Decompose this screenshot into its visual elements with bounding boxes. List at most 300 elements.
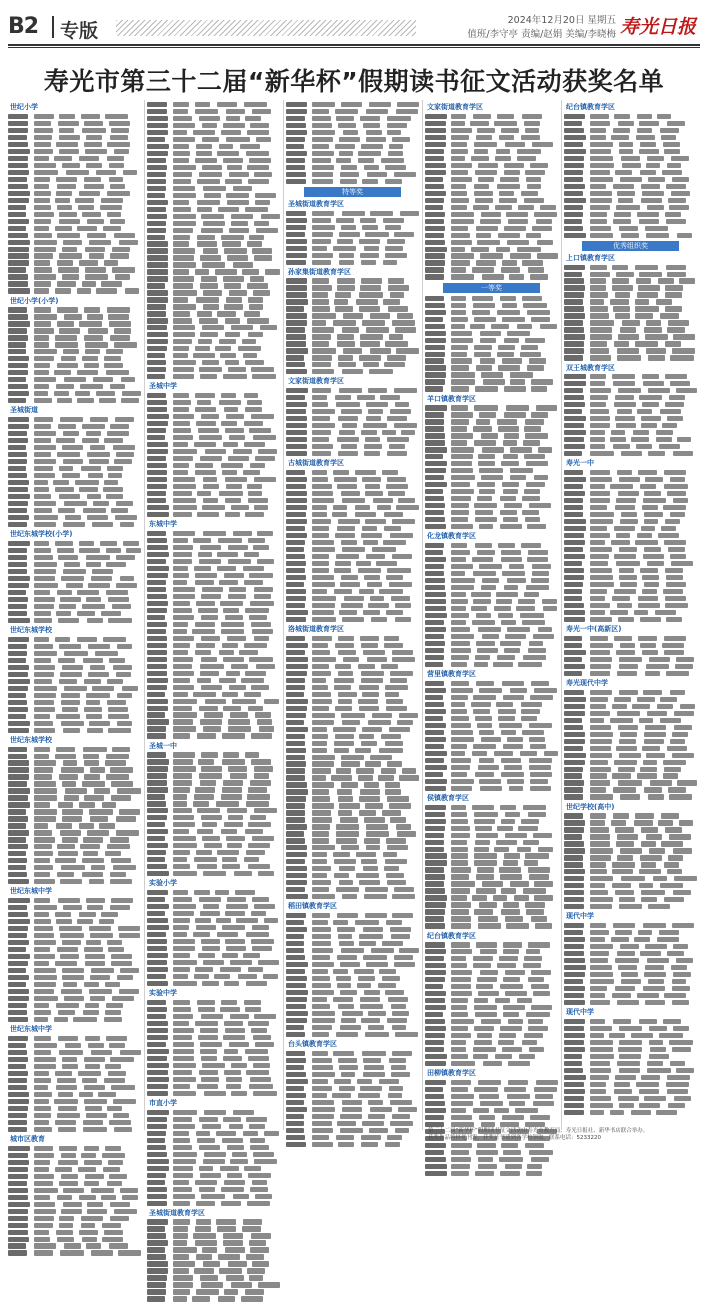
- winner-name-row: [8, 658, 141, 663]
- winner-name-row: [425, 331, 558, 336]
- winner-name-row: [8, 672, 141, 677]
- winner-name-row: [147, 871, 280, 876]
- winner-name-row: [147, 102, 280, 107]
- footnote-line-1: 第三十二届“新华杯”假期读书征文活动由寿光市教育局、寿光日报社、新华书店联合举办。: [428, 1128, 649, 1134]
- winner-name-row: [425, 655, 558, 660]
- school-group-title: 实验中学: [149, 989, 177, 998]
- winner-name-row: [425, 260, 558, 265]
- winner-name-row: [286, 1079, 419, 1084]
- winner-name-row: [286, 533, 419, 538]
- column-divider: [561, 100, 562, 1130]
- winner-name-row: [564, 1040, 697, 1045]
- winner-name-row: [286, 477, 419, 482]
- masthead-logo: 寿光日报: [620, 16, 697, 38]
- winner-name-row: [425, 578, 558, 583]
- winner-name-row: [564, 395, 697, 400]
- winner-name-row: [564, 327, 697, 332]
- winner-name-row: [425, 942, 558, 947]
- winner-name-row: [8, 267, 141, 272]
- winner-name-row: [147, 374, 280, 379]
- school-group-title: 东城中学: [149, 520, 177, 529]
- winner-name-row: [8, 219, 141, 224]
- winner-name-row: [425, 386, 558, 391]
- winner-name-row: [286, 817, 419, 822]
- column-divider: [422, 100, 423, 1130]
- winner-name-row: [8, 865, 141, 870]
- winner-name-row: [564, 1103, 697, 1108]
- winner-name-row: [147, 421, 280, 426]
- winner-name-row: [564, 575, 697, 580]
- winner-name-row: [8, 1250, 141, 1255]
- winner-name-row: [564, 636, 697, 641]
- winner-name-row: [425, 475, 558, 480]
- winner-name-row: [564, 664, 697, 669]
- winner-name-row: [147, 297, 280, 302]
- winner-name-row: [286, 430, 419, 435]
- winner-name-row: [8, 858, 141, 863]
- winner-name-row: [147, 815, 280, 820]
- winner-name-row: [8, 1127, 141, 1132]
- winner-name-row: [286, 887, 419, 892]
- winner-name-row: [564, 617, 697, 622]
- winner-name-row: [147, 407, 280, 412]
- winner-name-row: [564, 437, 697, 442]
- winner-name-row: [286, 636, 419, 641]
- winner-name-row: [8, 314, 141, 319]
- winner-name-row: [147, 794, 280, 799]
- winner-name-row: [147, 580, 280, 585]
- winner-name-row: [147, 780, 280, 785]
- school-group-title: 古城街道教育学区: [288, 459, 344, 468]
- winner-name-row: [425, 970, 558, 975]
- winner-name-row: [286, 388, 419, 393]
- winner-name-row: [425, 599, 558, 604]
- winner-name-row: [147, 726, 280, 731]
- winner-name-row: [425, 1157, 558, 1162]
- winner-name-row: [147, 897, 280, 902]
- winner-name-row: [286, 997, 419, 1002]
- winner-name-row: [425, 324, 558, 329]
- school-group-title: 圣城中学: [149, 382, 177, 391]
- winner-name-row: [8, 707, 141, 712]
- winner-name-row: [564, 704, 697, 709]
- winner-name-row: [286, 810, 419, 815]
- winner-name-row: [8, 1216, 141, 1221]
- winner-name-row: [564, 589, 697, 594]
- winner-name-row: [286, 151, 419, 156]
- winner-name-row: [564, 135, 697, 140]
- winner-name-row: [8, 508, 141, 513]
- winner-name-row: [564, 374, 697, 379]
- winner-name-row: [425, 461, 558, 466]
- winner-name-row: [147, 629, 280, 634]
- winner-name-row: [286, 699, 419, 704]
- award-column-5: [564, 100, 697, 1130]
- winner-name-row: [8, 417, 141, 422]
- winner-name-row: [425, 1115, 558, 1120]
- winner-name-row: [425, 557, 558, 562]
- winner-name-row: [147, 1226, 280, 1231]
- winner-name-row: [286, 610, 419, 615]
- winner-name-row: [425, 634, 558, 639]
- winner-name-row: [286, 554, 419, 559]
- winner-name-row: [564, 416, 697, 421]
- winner-name-row: [564, 226, 697, 231]
- winner-name-row: [8, 665, 141, 670]
- winner-name-row: [286, 1107, 419, 1112]
- winner-name-row: [147, 186, 280, 191]
- winner-name-row: [564, 1110, 697, 1115]
- winner-name-row: [564, 862, 697, 867]
- winner-name-row: [147, 1166, 280, 1171]
- winner-name-row: [147, 657, 280, 662]
- header-rule: [8, 44, 700, 46]
- winner-name-row: [8, 1202, 141, 1207]
- winner-name-row: [425, 1087, 558, 1092]
- winner-name-row: [8, 989, 141, 994]
- winner-name-row: [564, 526, 697, 531]
- winner-name-row: [8, 356, 141, 361]
- winner-name-row: [564, 671, 697, 676]
- winner-name-row: [147, 843, 280, 848]
- winner-name-row: [286, 603, 419, 608]
- winner-name-row: [147, 664, 280, 669]
- winner-name-row: [564, 596, 697, 601]
- winner-name-row: [286, 657, 419, 662]
- winner-name-row: [425, 819, 558, 824]
- winner-name-row: [286, 685, 419, 690]
- winner-name-row: [286, 761, 419, 766]
- winner-name-row: [286, 650, 419, 655]
- winner-name-row: [8, 644, 141, 649]
- winner-name-row: [147, 505, 280, 510]
- winner-name-row: [8, 809, 141, 814]
- winner-name-row: [147, 428, 280, 433]
- winner-name-row: [425, 641, 558, 646]
- winner-name-row: [564, 409, 697, 414]
- winner-name-row: [286, 748, 419, 753]
- winner-name-row: [147, 1070, 280, 1075]
- winner-name-row: [564, 904, 697, 909]
- winner-name-row: [564, 554, 697, 559]
- winner-name-row: [147, 925, 280, 930]
- winner-name-row: [564, 767, 697, 772]
- winner-name-row: [286, 803, 419, 808]
- winner-name-row: [8, 438, 141, 443]
- winner-name-row: [564, 1026, 697, 1031]
- winner-name-row: [286, 306, 419, 311]
- winner-name-row: [564, 149, 697, 154]
- winner-name-row: [147, 470, 280, 475]
- winner-name-row: [564, 944, 697, 949]
- winner-name-row: [425, 1143, 558, 1148]
- winner-name-row: [147, 442, 280, 447]
- winner-name-row: [564, 512, 697, 517]
- winner-name-row: [8, 541, 141, 546]
- winner-name-row: [8, 260, 141, 265]
- winner-name-row: [564, 142, 697, 147]
- winner-name-row: [147, 719, 280, 724]
- winner-name-row: [286, 278, 419, 283]
- winner-name-row: [564, 930, 697, 935]
- school-group-title: 双王城教育学区: [566, 363, 615, 372]
- winner-name-row: [147, 699, 280, 704]
- winner-name-row: [286, 575, 419, 580]
- winner-name-row: [8, 452, 141, 457]
- school-group-title: 现代中学: [566, 912, 594, 921]
- winner-name-row: [147, 946, 280, 951]
- winner-name-row: [564, 533, 697, 538]
- school-group-title: 台头镇教育学区: [288, 1040, 337, 1049]
- winner-name-row: [147, 109, 280, 114]
- winner-name-row: [425, 510, 558, 515]
- winner-name-row: [564, 1054, 697, 1059]
- school-group-title: 化龙镇教育学区: [427, 532, 476, 541]
- winner-name-row: [147, 393, 280, 398]
- winner-name-row: [564, 965, 697, 970]
- winner-name-row: [8, 1057, 141, 1062]
- winner-name-row: [147, 1084, 280, 1089]
- winner-name-row: [564, 993, 697, 998]
- winner-name-row: [425, 440, 558, 445]
- winner-name-row: [564, 205, 697, 210]
- winner-name-row: [147, 808, 280, 813]
- winner-name-row: [147, 1254, 280, 1259]
- winner-name-row: [147, 1187, 280, 1192]
- school-group-title: 世纪东城中学: [10, 1025, 52, 1034]
- winner-name-row: [8, 184, 141, 189]
- winner-name-row: [425, 226, 558, 231]
- winner-name-row: [286, 1004, 419, 1009]
- winner-name-row: [8, 247, 141, 252]
- winner-name-row: [425, 1101, 558, 1106]
- winner-name-row: [147, 1042, 280, 1047]
- winner-name-row: [8, 459, 141, 464]
- winner-name-row: [425, 296, 558, 301]
- winner-name-row: [147, 353, 280, 358]
- winner-name-row: [286, 866, 419, 871]
- winner-name-row: [147, 339, 280, 344]
- winner-name-row: [286, 990, 419, 995]
- winner-name-row: [8, 693, 141, 698]
- winner-name-row: [564, 711, 697, 716]
- winner-name-row: [147, 1138, 280, 1143]
- school-group-title: 现代中学: [566, 1008, 594, 1017]
- winner-name-row: [147, 552, 280, 557]
- winner-name-row: [564, 381, 697, 386]
- winner-name-row: [564, 348, 697, 353]
- school-group-title: 实验小学: [149, 879, 177, 888]
- winner-name-row: [425, 695, 558, 700]
- school-group-title: 世纪东城学校(小学): [10, 530, 73, 539]
- school-group-title: 世纪东城学校: [10, 625, 52, 634]
- award-column-4: [425, 100, 558, 1130]
- winner-name-row: [8, 1064, 141, 1069]
- school-group-title: 圣城一中: [149, 741, 177, 750]
- winner-name-row: [425, 765, 558, 770]
- winner-name-row: [8, 281, 141, 286]
- winner-name-row: [286, 880, 419, 885]
- winner-name-row: [8, 1003, 141, 1008]
- winner-name-row: [286, 369, 419, 374]
- winner-name-row: [8, 522, 141, 527]
- winner-name-row: [286, 253, 419, 258]
- winner-name-row: [564, 128, 697, 133]
- school-group-title: 上口镇教育学区: [566, 253, 615, 262]
- winner-name-row: [147, 1124, 280, 1129]
- winner-name-row: [8, 1078, 141, 1083]
- winner-name-row: [564, 170, 697, 175]
- winner-name-row: [147, 1014, 280, 1019]
- winner-name-row: [564, 883, 697, 888]
- winner-name-row: [286, 355, 419, 360]
- winner-name-row: [425, 372, 558, 377]
- winner-name-row: [8, 651, 141, 656]
- winner-name-row: [425, 524, 558, 529]
- winner-name-row: [564, 732, 697, 737]
- winner-name-row: [8, 1120, 141, 1125]
- winner-name-row: [147, 1268, 280, 1273]
- winner-name-row: [286, 796, 419, 801]
- winner-name-row: [564, 355, 697, 360]
- winner-name-row: [425, 998, 558, 1003]
- winner-name-row: [425, 496, 558, 501]
- winner-name-row: [425, 1033, 558, 1038]
- winner-name-row: [147, 678, 280, 683]
- winner-name-row: [8, 1050, 141, 1055]
- winner-name-row: [425, 219, 558, 224]
- school-group-title: 营里镇教育学区: [427, 670, 476, 679]
- winner-name-row: [147, 1021, 280, 1026]
- winner-name-row: [147, 248, 280, 253]
- winner-name-row: [8, 926, 141, 931]
- winner-name-row: [564, 519, 697, 524]
- winner-name-row: [8, 363, 141, 368]
- winner-name-row: [147, 304, 280, 309]
- winner-name-row: [286, 165, 419, 170]
- winner-name-row: [8, 1010, 141, 1015]
- winner-name-row: [147, 538, 280, 543]
- winner-name-row: [564, 937, 697, 942]
- winner-name-row: [286, 1072, 419, 1077]
- winner-name-row: [425, 240, 558, 245]
- winner-name-row: [8, 335, 141, 340]
- winner-name-row: [286, 137, 419, 142]
- award-category-band: 优秀组织奖: [582, 241, 679, 251]
- winner-name-row: [286, 962, 419, 967]
- winner-name-row: [564, 219, 697, 224]
- winner-name-row: [8, 1017, 141, 1022]
- winner-name-row: [8, 149, 141, 154]
- winner-name-row: [425, 662, 558, 667]
- winner-name-row: [8, 905, 141, 910]
- winner-name-row: [425, 142, 558, 147]
- winner-name-row: [425, 847, 558, 852]
- winner-name-row: [564, 299, 697, 304]
- winner-name-row: [564, 603, 697, 608]
- winner-name-row: [564, 1019, 697, 1024]
- winner-name-row: [425, 1122, 558, 1127]
- winner-name-row: [147, 890, 280, 895]
- header-rule-thin: [8, 47, 700, 48]
- winner-name-row: [425, 338, 558, 343]
- winner-name-row: [286, 225, 419, 230]
- winner-name-row: [564, 725, 697, 730]
- winner-name-row: [425, 627, 558, 632]
- winner-name-row: [286, 782, 419, 787]
- winner-name-row: [564, 341, 697, 346]
- winner-name-row: [286, 1011, 419, 1016]
- winner-name-row: [147, 960, 280, 965]
- winner-name-row: [425, 358, 558, 363]
- winner-name-row: [286, 285, 419, 290]
- school-group-title: 羊口镇教育学区: [427, 394, 476, 403]
- winner-name-row: [147, 449, 280, 454]
- winner-name-row: [286, 664, 419, 669]
- winner-name-row: [564, 753, 697, 758]
- winner-name-row: [425, 716, 558, 721]
- winner-name-row: [425, 564, 558, 569]
- winner-name-row: [564, 292, 697, 297]
- winner-name-row: [147, 360, 280, 365]
- winner-name-row: [147, 829, 280, 834]
- winner-name-row: [425, 170, 558, 175]
- winner-name-row: [8, 198, 141, 203]
- winner-name-row: [8, 494, 141, 499]
- winner-name-row: [425, 114, 558, 119]
- winner-name-row: [425, 1108, 558, 1113]
- winner-name-row: [8, 844, 141, 849]
- winner-name-row: [425, 758, 558, 763]
- winner-name-row: [8, 996, 141, 1001]
- winner-name-row: [425, 1061, 558, 1066]
- winner-name-row: [425, 984, 558, 989]
- winner-name-row: [286, 713, 419, 718]
- winner-name-row: [286, 1114, 419, 1119]
- winner-name-row: [425, 888, 558, 893]
- winner-name-row: [8, 342, 141, 347]
- winner-name-row: [286, 484, 419, 489]
- column-divider: [283, 100, 284, 1130]
- winner-name-row: [286, 1018, 419, 1023]
- winner-name-row: [286, 547, 419, 552]
- winner-name-row: [8, 321, 141, 326]
- winner-name-row: [564, 1096, 697, 1101]
- winner-name-row: [286, 913, 419, 918]
- school-group-title: 寿光一中(高新区): [566, 624, 622, 633]
- winner-name-row: [8, 686, 141, 691]
- winner-name-row: [286, 451, 419, 456]
- school-group-title: 世纪小学(小学): [10, 296, 59, 305]
- winner-name-row: [147, 311, 280, 316]
- winner-name-row: [564, 848, 697, 853]
- winner-name-row: [8, 583, 141, 588]
- winner-name-row: [286, 1135, 419, 1140]
- winner-name-row: [564, 334, 697, 339]
- winner-name-row: [286, 239, 419, 244]
- winner-name-row: [147, 1145, 280, 1150]
- winner-name-row: [8, 424, 141, 429]
- winner-name-row: [425, 648, 558, 653]
- winner-name-row: [425, 274, 558, 279]
- winner-name-row: [286, 348, 419, 353]
- winner-name-row: [286, 123, 419, 128]
- winner-name-row: [564, 1061, 697, 1066]
- winner-name-row: [286, 218, 419, 223]
- winner-name-row: [425, 184, 558, 189]
- winner-name-row: [8, 288, 141, 293]
- winner-name-row: [425, 991, 558, 996]
